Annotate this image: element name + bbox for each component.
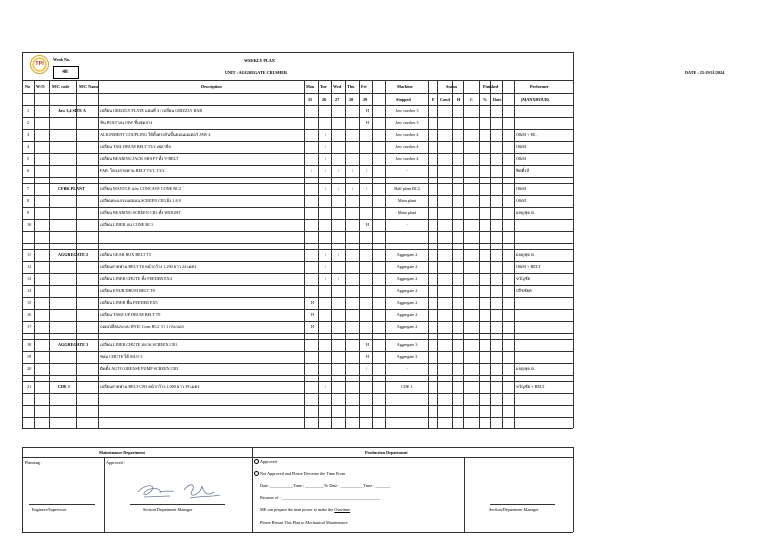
logo-text: TPI: [35, 61, 44, 67]
row-performer: O&M: [516, 156, 527, 161]
row-number: 7: [27, 186, 30, 191]
row-description: เปลี่ยน GRIZZLY PLATE แผ่นที่ 4 / เปลี่ยน GRIZZLY BAR: [100, 108, 203, 113]
row-day-mark: /: [311, 168, 313, 173]
status-c: C: [470, 97, 474, 102]
row-day-mark: /: [366, 366, 368, 371]
row-day-mark: /: [338, 168, 340, 173]
col-description: Description: [201, 84, 222, 89]
row-machine: Aggregate 2: [396, 312, 418, 317]
row-day-mark: H: [311, 312, 315, 317]
day-tue: Tue: [320, 84, 327, 89]
week-label: Week No.: [53, 57, 71, 62]
row-day-mark: /: [325, 186, 327, 191]
row-description: เปลี่ยน TAKE UP DRUM BELT T9: [100, 312, 161, 317]
row-machine: -: [406, 222, 408, 227]
approved-radio[interactable]: [254, 459, 259, 464]
col-no: No: [25, 84, 31, 89]
row-day-mark: H: [366, 342, 370, 347]
date-mon: 25: [308, 97, 313, 102]
row-machine: Aggregate 2: [396, 264, 418, 269]
status-cond: Cond: [440, 97, 450, 102]
row-machine: Aggregate 3: [396, 342, 418, 347]
col-machine: Machine: [397, 84, 413, 89]
row-machine: Jaw crusher 4: [395, 144, 419, 149]
row-number: 3: [27, 132, 30, 137]
row-description: เปลี่ยน LINER CHUTE ปลาย SCREEN CR1: [100, 342, 178, 347]
row-number: 13: [27, 276, 32, 281]
row-number: 2: [27, 120, 30, 125]
row-description: เปลี่ยน ENUB DRUM BELT T8: [100, 288, 155, 293]
row-number: 17: [27, 324, 32, 329]
day-mon: Mon: [306, 84, 315, 89]
row-machine: Main plant: [397, 210, 417, 215]
row-day-mark: /: [352, 168, 354, 173]
date-fri: 29: [363, 97, 368, 102]
company-logo: [30, 55, 49, 74]
row-day-mark: /: [338, 186, 340, 191]
row-day-mark: /: [325, 384, 327, 389]
day-fri: Fri: [361, 84, 367, 89]
engineer-label: Engineer/Supervisor: [32, 507, 67, 512]
row-description: เปลี่ยน LINER CHUTE ทั้ง FEEDER EX4: [100, 276, 172, 281]
row-machine: Jaw crusher 4: [395, 132, 419, 137]
row-number: 16: [27, 312, 32, 317]
row-number: 10: [27, 222, 32, 227]
row-day-mark: H: [311, 300, 315, 305]
row-day-mark: /: [325, 252, 327, 257]
row-performer: O&M: [516, 198, 527, 203]
row-description: เปลี่ยน LINER พื้น FEEDER EX5: [100, 300, 158, 305]
week-number: 48: [62, 68, 68, 75]
row-description: ALIGNMENT COUPLING ให้ตั้งตรงกันขั้นตอนมอเตอร์ JAW 4: [100, 132, 211, 137]
not-approved-option: Not Approved and Please Decrease the Time From: [260, 471, 346, 476]
row-number: 9: [27, 210, 30, 215]
date-wed: 27: [335, 97, 340, 102]
production-dept-label: Production Department: [365, 450, 408, 455]
row-performer: ผจญชุด ต.: [516, 252, 535, 257]
row-number: 18: [27, 342, 32, 347]
row-machine: Aggregate 2: [396, 324, 418, 329]
row-day-mark: /: [366, 186, 368, 191]
production-manager-label: Section/Department Manager: [489, 507, 539, 512]
row-machine: Aggregate 3: [396, 354, 418, 359]
row-day-mark: /: [338, 276, 340, 281]
page-title: WEEKLY PLAN: [244, 58, 275, 63]
row-description: FAB. โครงสายพาน BELT T3/1, T3/2: [100, 168, 165, 173]
status-h: H: [457, 97, 461, 102]
status-f: F: [432, 97, 435, 102]
row-number: 4: [27, 144, 30, 149]
row-machine: Jaw crusher 3: [395, 120, 419, 125]
row-description: ขัน BOLT บน JAW ชิ้นชุดล่าง: [100, 120, 153, 125]
row-description: เปลี่ยนสายพาน BELT T6 หน้ากว้าง 1,200 ยาว 24 เมตร: [100, 264, 197, 269]
col-mc-code: M/C code: [52, 84, 70, 89]
row-number: 5: [27, 156, 30, 161]
row-day-mark: /: [366, 168, 368, 173]
row-mc-name: AGGREGATE 3: [58, 342, 89, 347]
row-number: 14: [27, 288, 32, 293]
row-day-mark: H: [366, 120, 370, 125]
row-performer: ผจญชุด ต.: [516, 366, 535, 371]
row-performer: ขวัญชัย + BELT: [516, 384, 545, 389]
row-description: เปลี่ยนสายพาน BELT CB3 หน้ากว้าง 1,000 ยาว 39 เมตร: [100, 384, 200, 389]
row-performer: ขวัญชัย: [516, 276, 531, 281]
row-number: 20: [27, 366, 32, 371]
maintenance-dept-label: Maintenance Department: [99, 450, 145, 455]
planning-label: Planning :: [25, 460, 43, 465]
approved-option: Approved: [260, 459, 277, 464]
row-description: เปลี่ยน MANTLE และ CONCAVE CONE BC2: [100, 186, 181, 191]
row-number: 12: [27, 264, 32, 269]
row-number: 11: [27, 252, 32, 257]
row-mc-name: CDE 1: [58, 384, 70, 389]
row-mc-name: CFBK PLANT: [58, 186, 85, 191]
row-day-mark: H: [366, 222, 370, 227]
row-description: ถอดเปลี่ยนระบบ HYD. Cone BC2 ว่า 1 กระบอก: [100, 324, 185, 329]
row-machine: Aggregate 2: [396, 252, 418, 257]
row-day-mark: /: [338, 252, 340, 257]
row-machine: Aggregate 2: [396, 276, 418, 281]
row-description: ติดตั้ง AUTO GREASE PUMP SCREEN CR3: [100, 366, 179, 371]
finished-date: Date: [493, 97, 502, 102]
row-machine: -: [406, 366, 408, 371]
section-manager-label: Section/Department Manager: [143, 507, 193, 512]
approved-by-label: Approved :: [106, 460, 125, 465]
return-line: Please Return This Plan to Mechanical Maintenance: [260, 520, 348, 525]
row-description: ซ่อม CHUTE ใต้ SILO 3: [100, 354, 143, 359]
date-time-line: Date :___________Time : _________To Date : ___________Time : _______: [260, 483, 391, 488]
row-number: 1: [27, 108, 30, 113]
row-day-mark: /: [325, 168, 327, 173]
row-description: เปลี่ยนตะแกรงแผ่นบน SCREEN CR3 ฝั่ง 1,6,9: [100, 198, 181, 203]
overtime-text: ME can prepare the man power to make the: [260, 507, 334, 512]
row-machine: Aggregate 2: [396, 300, 418, 305]
row-day-mark: H: [366, 354, 370, 359]
col-performer-sub: (MANXHOUR): [521, 97, 550, 102]
row-number: 21: [27, 384, 32, 389]
date-thu: 28: [349, 97, 354, 102]
overtime-line: [260, 508, 350, 512]
col-performer: Performer: [530, 84, 549, 89]
unit-label: UNIT : AGGREGATE CRUSHER: [225, 70, 288, 75]
row-day-mark: /: [325, 132, 327, 137]
row-mc-name: Jaw 3,4 SITE A: [58, 108, 86, 113]
col-mc-name: M/C Name: [79, 84, 99, 89]
col-stopped: Stopped: [396, 97, 411, 102]
day-thu: Thu: [347, 84, 355, 89]
overtime-link: Overtime: [334, 507, 351, 512]
row-number: 15: [27, 300, 32, 305]
row-machine: Half plant BC2: [394, 186, 420, 191]
col-wo: W/O: [36, 84, 45, 89]
row-description: เปลี่ยน BEARING SCREEN CR3 ทั้ง WEIGHT: [100, 210, 181, 215]
row-day-mark: H: [311, 324, 315, 329]
row-day-mark: /: [325, 156, 327, 161]
finished-pct: %: [483, 97, 488, 102]
row-day-mark: /: [325, 276, 327, 281]
row-mc-name: AGGREGATE 2: [58, 252, 89, 257]
row-performer: O&M: [516, 186, 527, 191]
row-number: 19: [27, 354, 32, 359]
date-tue: 26: [322, 97, 327, 102]
col-status: Status: [446, 84, 458, 89]
row-performer: O&M + BELT: [516, 264, 541, 269]
row-description: เปลี่ยน GEAR BOX BELT T5: [100, 252, 151, 257]
row-performer: ปรีชชัยศ: [516, 288, 532, 293]
row-machine: -: [406, 168, 408, 173]
col-finished: Finished: [483, 84, 499, 89]
row-description: เปลี่ยน LINER บน CONE BC1: [100, 222, 154, 227]
row-description: เปลี่ยน BEARING JACK SHAFT ทั้ง V-BELT: [100, 156, 179, 161]
row-performer: O&M: [516, 144, 527, 149]
row-machine: CDE 1: [401, 384, 413, 389]
row-performer: O&M + EE.: [516, 132, 537, 137]
row-performer: ผจญชุด ต.: [516, 210, 535, 215]
row-day-mark: H: [366, 108, 370, 113]
row-machine: Jaw crusher 3: [395, 108, 419, 113]
because-line: Because of : _______________________________________________: [260, 495, 381, 500]
row-number: 8: [27, 198, 30, 203]
row-machine: Jaw crusher 4: [395, 156, 419, 161]
row-performer: ฟิตติ้งส์: [516, 168, 530, 173]
row-day-mark: /: [325, 144, 327, 149]
day-wed: Wed: [333, 84, 342, 89]
row-day-mark: /: [325, 264, 327, 269]
date-label: DATE : 25-29/11/2024: [685, 70, 725, 75]
row-number: 6: [27, 168, 30, 173]
row-machine: Main plant: [397, 198, 417, 203]
row-machine: Aggregate 2: [396, 288, 418, 293]
not-approved-radio[interactable]: [254, 471, 259, 476]
signature-image: [130, 478, 225, 504]
row-day-mark: /: [352, 186, 354, 191]
row-description: เปลี่ยน TAIL DRUM BELT T3/2 เพลาจีบ: [100, 144, 171, 149]
